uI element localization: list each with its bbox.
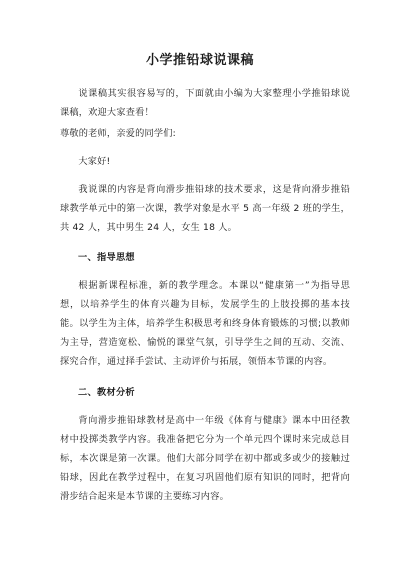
greeting-paragraph: 大家好! (78, 156, 111, 167)
section-heading-guiding-ideology: 一、指导思想 (78, 252, 135, 263)
section-body-textbook-analysis: 背向滑步推铅球教材是高中一年级《体育与健康》课本中田径教材中投掷类教学内容。我准备把它分为一个单元四个课时来完成总目标，本次课是第一次课。他们大部分同学在初中都或多或少的接触过铅球，因此在教学过程中，在复习巩固他们原有知识的同时，把背向滑步结合起来是本节课的主要练习内容。 (60, 415, 350, 502)
document-title: 小学推铅球说课稿 (145, 53, 254, 68)
salutation-paragraph: 尊敬的老师，亲爱的同学们: (60, 128, 176, 139)
intro-paragraph: 说课稿其实很容易写的，下面就由小编为大家整理小学推铅球说课稿，欢迎大家查看！ (60, 88, 350, 118)
opening-paragraph: 我说课的内容是背向滑步推铅球的技术要求，这是背向滑步推铅球教学单元中的第一次课，教学对象是水平 5 高一年级 2 班的学生，共 42 人，其中男生 24 人，女生 18 人。 (60, 184, 350, 233)
section-body-guiding-ideology: 根据新课程标准，新的教学理念。本课以“健康第一”为指导思想，以培养学生的体育兴趣为目标，发展学生的上肢投掷的基本技能。以学生为主体，培养学生积极思考和终身体育锻炼的习惯;以教师为主导，营造宽松、愉悦的课堂气氛，引导学生之间的互动、交流、探究合作，通过择手尝试、主动评价与拓展，领悟本节课的内容。 (60, 280, 350, 367)
section-heading-textbook-analysis: 二、教材分析 (78, 387, 135, 398)
